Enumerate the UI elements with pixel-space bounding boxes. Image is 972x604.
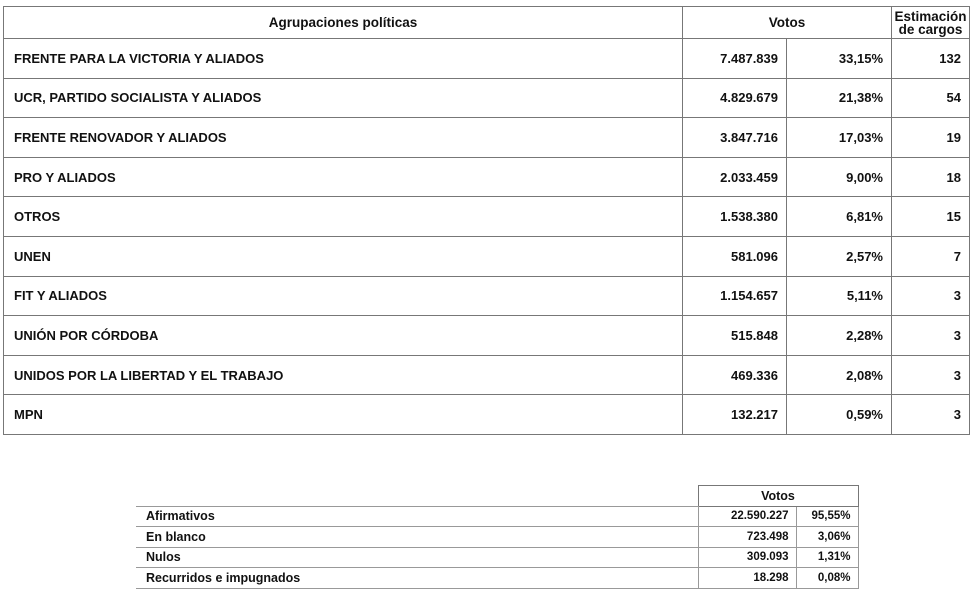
summary-votes: 22.590.227 [698,506,796,527]
summary-percent: 0,08% [796,568,858,589]
party-votes: 7.487.839 [683,39,787,79]
summary-label: Recurridos e impugnados [136,568,698,589]
party-seats: 3 [892,355,970,395]
party-percent: 21,38% [787,78,892,118]
summary-percent: 95,55% [796,506,858,527]
party-name: UNEN [4,236,683,276]
party-seats: 54 [892,78,970,118]
party-percent: 0,59% [787,395,892,435]
party-votes: 1.154.657 [683,276,787,316]
party-seats: 132 [892,39,970,79]
header-seats [892,7,970,39]
party-name: UCR, PARTIDO SOCIALISTA Y ALIADOS [4,78,683,118]
header-party: Agrupaciones políticas [4,7,683,39]
table-row [4,395,970,435]
party-name: FIT Y ALIADOS [4,276,683,316]
table-row [4,118,970,158]
party-name: FRENTE PARA LA VICTORIA Y ALIADOS [4,39,683,79]
party-percent: 17,03% [787,118,892,158]
summary-label: Afirmativos [136,506,698,527]
summary-header-blank [136,486,698,507]
summary-percent: 1,31% [796,547,858,568]
party-votes: 469.336 [683,355,787,395]
party-percent: 9,00% [787,157,892,197]
table-row [4,78,970,118]
party-votes: 581.096 [683,236,787,276]
party-name: UNIDOS POR LA LIBERTAD Y EL TRABAJO [4,355,683,395]
summary-votes: 309.093 [698,547,796,568]
summary-header-row [136,486,858,507]
results-table [3,6,970,435]
table-row [136,527,858,548]
table-row [4,236,970,276]
table-row [136,568,858,589]
table-row [4,39,970,79]
table-row [4,276,970,316]
party-percent: 5,11% [787,276,892,316]
vote-summary-table [136,485,859,589]
party-seats: 7 [892,236,970,276]
party-votes: 1.538.380 [683,197,787,237]
table-row [4,197,970,237]
party-percent: 2,57% [787,236,892,276]
party-seats: 19 [892,118,970,158]
header-votes: Votos [683,7,892,39]
table-row [4,316,970,356]
party-votes: 515.848 [683,316,787,356]
table-row [4,355,970,395]
party-name: UNIÓN POR CÓRDOBA [4,316,683,356]
party-votes: 132.217 [683,395,787,435]
party-seats: 18 [892,157,970,197]
table-row [136,547,858,568]
header-seats-line2: de cargos [898,21,963,37]
party-name: MPN [4,395,683,435]
party-name: OTROS [4,197,683,237]
party-percent: 33,15% [787,39,892,79]
results-header-row [4,7,970,39]
summary-percent: 3,06% [796,527,858,548]
party-votes: 3.847.716 [683,118,787,158]
party-percent: 2,08% [787,355,892,395]
party-votes: 4.829.679 [683,78,787,118]
party-percent: 2,28% [787,316,892,356]
summary-label: En blanco [136,527,698,548]
party-seats: 3 [892,276,970,316]
table-row [136,506,858,527]
summary-votes: 18.298 [698,568,796,589]
table-row [4,157,970,197]
party-name: PRO Y ALIADOS [4,157,683,197]
summary-votes: 723.498 [698,527,796,548]
party-name: FRENTE RENOVADOR Y ALIADOS [4,118,683,158]
summary-header-votes: Votos [698,486,858,507]
party-seats: 3 [892,395,970,435]
party-percent: 6,81% [787,197,892,237]
party-seats: 15 [892,197,970,237]
party-votes: 2.033.459 [683,157,787,197]
party-seats: 3 [892,316,970,356]
summary-label: Nulos [136,547,698,568]
header-seats-line1: Estimación [894,8,967,24]
